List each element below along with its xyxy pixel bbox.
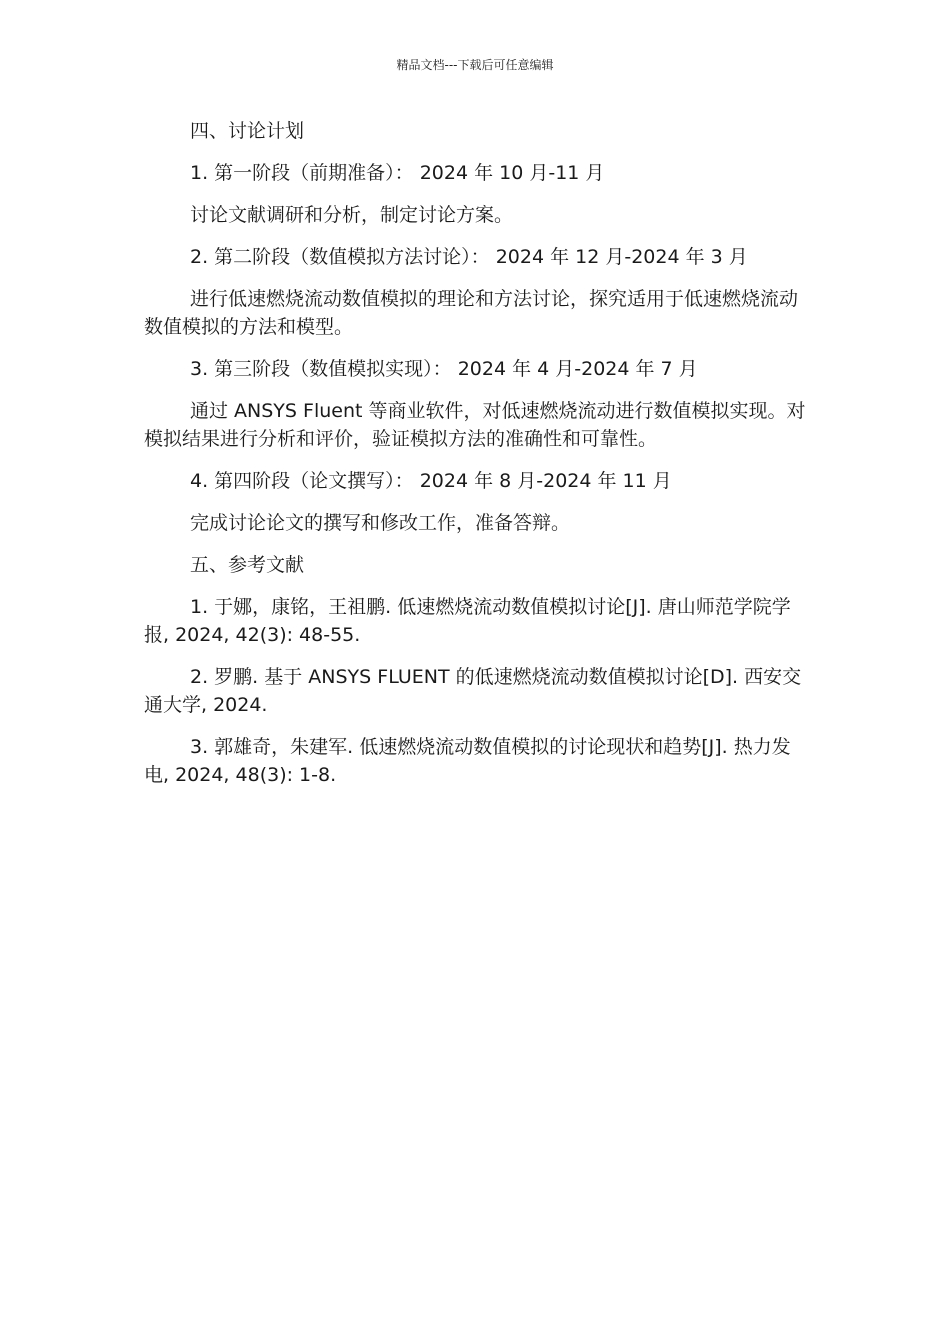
reference-item-3: 3. 郭雄奇，朱建军. 低速燃烧流动数值模拟的讨论现状和趋势[J]. 热力发电, 2024, 48(3): 1-8.	[144, 736, 791, 786]
stage-3-description: 通过 ANSYS Fluent 等商业软件，对低速燃烧流动进行数值模拟实现。对模拟结果进行分析和评价，验证模拟方法的准确性和可靠性。	[144, 400, 806, 450]
stage-3-title: 3. 第三阶段（数值模拟实现）： 2024 年 4 月-2024 年 7 月	[190, 358, 698, 380]
page-header: 精品文档---下载后可任意编辑	[396, 58, 554, 72]
section-heading-plan: 四、讨论计划	[190, 120, 305, 142]
reference-item-2: 2. 罗鹏. 基于 ANSYS FLUENT 的低速燃烧流动数值模拟讨论[D]. 西安交通大学, 2024.	[144, 666, 802, 716]
document-body	[144, 117, 806, 803]
section-heading-references: 五、参考文献	[190, 554, 305, 576]
stage-1-description: 讨论文献调研和分析，制定讨论方案。	[190, 204, 514, 226]
stage-2-description: 进行低速燃烧流动数值模拟的理论和方法讨论，探究适用于低速燃烧流动数值模拟的方法和模型。	[144, 288, 799, 338]
stage-4-description: 完成讨论论文的撰写和修改工作，准备答辩。	[190, 512, 571, 534]
reference-item-1: 1. 于娜，康铭，王祖鹏. 低速燃烧流动数值模拟讨论[J]. 唐山师范学院学报, 2024, 42(3): 48-55.	[144, 596, 791, 646]
stage-1-title: 1. 第一阶段（前期准备）： 2024 年 10 月-11 月	[190, 162, 605, 184]
stage-2-title: 2. 第二阶段（数值模拟方法讨论）： 2024 年 12 月-2024 年 3 月	[190, 246, 748, 268]
stage-4-title: 4. 第四阶段（论文撰写）： 2024 年 8 月-2024 年 11 月	[190, 470, 672, 492]
